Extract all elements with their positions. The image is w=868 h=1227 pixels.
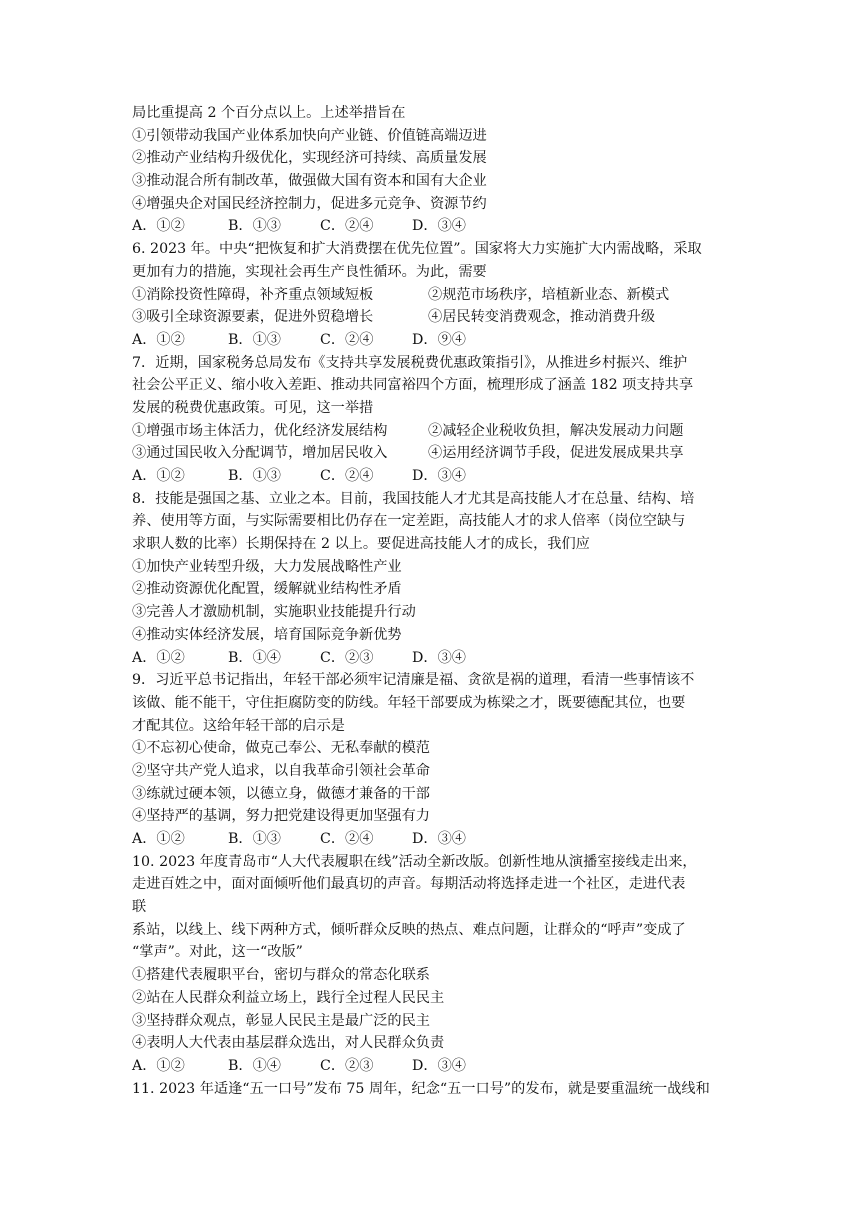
q7-item-3: ③通过国民收入分配调节，增加居民收入 — [132, 445, 388, 462]
q8-item-2: ②推动资源优化配置，缓解就业结构性矛盾 — [132, 581, 402, 598]
q7-items-row-2 — [132, 442, 747, 465]
q6-items-row-1 — [132, 284, 747, 307]
q9-stem-line-2: 该做、能不能干，守住拒腐防变的防线。年轻干部要成为栋梁之才，既要德配其位，也要 — [132, 694, 686, 711]
q8-choices — [132, 647, 747, 670]
q5-choice-b: B．①③ — [228, 218, 281, 235]
q8-choice-b: B．①④ — [228, 649, 281, 666]
q8-stem-line-2: 养、使用等方面，与实际需要相比仍存在一定差距，高技能人才的求人倍率（岗位空缺与 — [132, 513, 686, 530]
q5-item-3: ③推动混合所有制改革，做强做大国有资本和国有大企业 — [132, 173, 487, 190]
q10-choice-b: B．①④ — [228, 1057, 281, 1074]
q7-stem-line-2: 社会公平正义、缩小收入差距、推动共同富裕四个方面，梳理形成了涵盖 182 项支持共享 — [132, 377, 694, 394]
q10-choices — [132, 1055, 747, 1078]
q7-stem-line-1: 7．近期，国家税务总局发布《支持共享发展税费优惠政策指引》，从推进乡村振兴、维护 — [132, 354, 688, 371]
exam-page — [132, 102, 747, 1100]
q10-choice-a: A．①② — [132, 1057, 185, 1074]
q5-item-2: ②推动产业结构升级优化，实现经济可持续、高质量发展 — [132, 150, 487, 167]
q10-stem-line-4: 系站，以线上、线下两种方式，倾听群众反映的热点、难点问题，让群众的“呼声”变成了 — [132, 921, 686, 938]
q9-choices — [132, 828, 747, 851]
q7-item-1: ①增强市场主体活力，优化经济发展结构 — [132, 422, 388, 439]
q6-item-2: ②规范市场秩序，培植新业态、新模式 — [428, 286, 670, 303]
q7-item-4: ④运用经济调节手段，促进发展成果共享 — [428, 445, 684, 462]
q10-stem-line-2: 走进百姓之中，面对面倾听他们最真切的声音。每期活动将选择走进一个社区，走进代表 — [132, 876, 686, 893]
q9-choice-d: D．③④ — [412, 831, 466, 847]
q10-item-3: ③坚持群众观点，彰显人民民主是最广泛的民主 — [132, 1012, 430, 1029]
q6-choice-a: A．①② — [132, 331, 185, 348]
q6-choice-b: B．①③ — [228, 331, 281, 348]
q6-choice-d: D．⑨④ — [412, 331, 466, 348]
q5-choice-c: C．②④ — [320, 218, 374, 235]
q9-choice-c: C．②④ — [320, 831, 374, 847]
q6-items-row-2 — [132, 306, 747, 329]
q11-stem-line-1: 11. 2023 年适逢“五一口号”发布 75 周年，纪念“五一口号”的发布，就是要重温统一战线和 — [132, 1080, 710, 1097]
q7-choices — [132, 465, 747, 488]
q8-choice-d: D．③④ — [412, 649, 466, 666]
q5-stem-tail: 局比重提高 2 个百分点以上。上述举措旨在 — [132, 105, 406, 121]
q9-stem-line-3: 才配其位。这给年轻干部的启示是 — [132, 717, 345, 734]
q7-choice-a: A．①② — [132, 468, 185, 484]
q8-item-3: ③完善人才激励机制，实施职业技能提升行动 — [132, 604, 416, 621]
q5-item-4: ④增强央企对国民经济控制力，促进多元竞争、资源节约 — [132, 195, 487, 212]
q5-choice-a: A．①② — [132, 218, 185, 235]
q8-choice-a: A．①② — [132, 649, 185, 666]
q9-item-2: ②坚守共产党人追求，以自我革命引领社会革命 — [132, 762, 430, 779]
q7-choice-c: C．②④ — [320, 468, 374, 484]
q10-item-4: ④表明人大代表由基层群众选出，对人民群众负责 — [132, 1035, 445, 1052]
q10-choice-c: C．②③ — [320, 1057, 374, 1074]
q5-choice-d: D．③④ — [412, 218, 466, 235]
q10-item-1: ①搭建代表履职平台，密切与群众的常态化联系 — [132, 967, 430, 984]
q7-item-2: ②减轻企业税收负担，解决发展动力问题 — [428, 422, 684, 439]
q8-item-1: ①加快产业转型升级，大力发展战略性产业 — [132, 558, 402, 575]
q10-choice-d: D．③④ — [412, 1057, 466, 1074]
q9-choice-a: A．①② — [132, 831, 185, 847]
q7-stem-line-3: 发展的税费优惠政策。可见，这一举措 — [132, 399, 374, 416]
q6-choices — [132, 329, 747, 352]
q10-stem-line-3: 联 — [132, 899, 147, 916]
q9-choice-b: B．①③ — [228, 831, 281, 847]
q7-items-row-1 — [132, 420, 747, 443]
q7-choice-b: B．①③ — [228, 468, 281, 484]
q9-item-1: ①不忘初心使命，做克己奉公、无私奉献的模范 — [132, 740, 430, 757]
q8-item-4: ④推动实体经济发展，培育国际竞争新优势 — [132, 626, 402, 643]
q6-stem-line-2: 更加有力的措施，实现社会再生产良性循环。为此，需要 — [132, 263, 487, 280]
q9-item-3: ③练就过硬本领，以德立身，做德才兼备的干部 — [132, 785, 430, 802]
q6-item-3: ③吸引全球资源要素，促进外贸稳增长 — [132, 309, 374, 326]
q6-item-4: ④居民转变消费观念，推动消费升级 — [428, 309, 656, 326]
q10-stem-line-5: “掌声”。对此，这一“改版” — [132, 944, 303, 961]
q10-item-2: ②站在人民群众利益立场上，践行全过程人民民主 — [132, 989, 445, 1006]
q7-choice-d: D．③④ — [412, 468, 466, 484]
q10-stem-line-1: 10. 2023 年度青岛市“人大代表履职在线”活动全新改版。创新性地从演播室接线走出来， — [132, 853, 697, 870]
q6-item-1: ①消除投资性障碍，补齐重点领域短板 — [132, 286, 374, 303]
q8-choice-c: C．②③ — [320, 649, 374, 666]
q8-stem-line-1: 8．技能是强国之基、立业之本。目前，我国技能人才尤其是高技能人才在总量、结构、培 — [132, 490, 695, 507]
q6-stem-line-1: 6. 2023 年。中央“把恢复和扩大消费摆在优先位置”。国家将大力实施扩大内需战略，采取 — [132, 241, 702, 258]
q5-item-1: ①引领带动我国产业体系加快向产业链、价值链高端迈进 — [132, 127, 487, 144]
q6-choice-c: C．②④ — [320, 331, 374, 348]
q9-item-4: ④坚持严的基调，努力把党建设得更加坚强有力 — [132, 808, 430, 825]
q5-choices — [132, 215, 747, 238]
q9-stem-line-1: 9．习近平总书记指出，年轻干部必须牢记清廉是福、贪欲是祸的道理，看清一些事情该不 — [132, 672, 695, 689]
q8-stem-line-3: 求职人数的比率）长期保持在 2 以上。要促进高技能人才的成长，我们应 — [132, 536, 590, 553]
